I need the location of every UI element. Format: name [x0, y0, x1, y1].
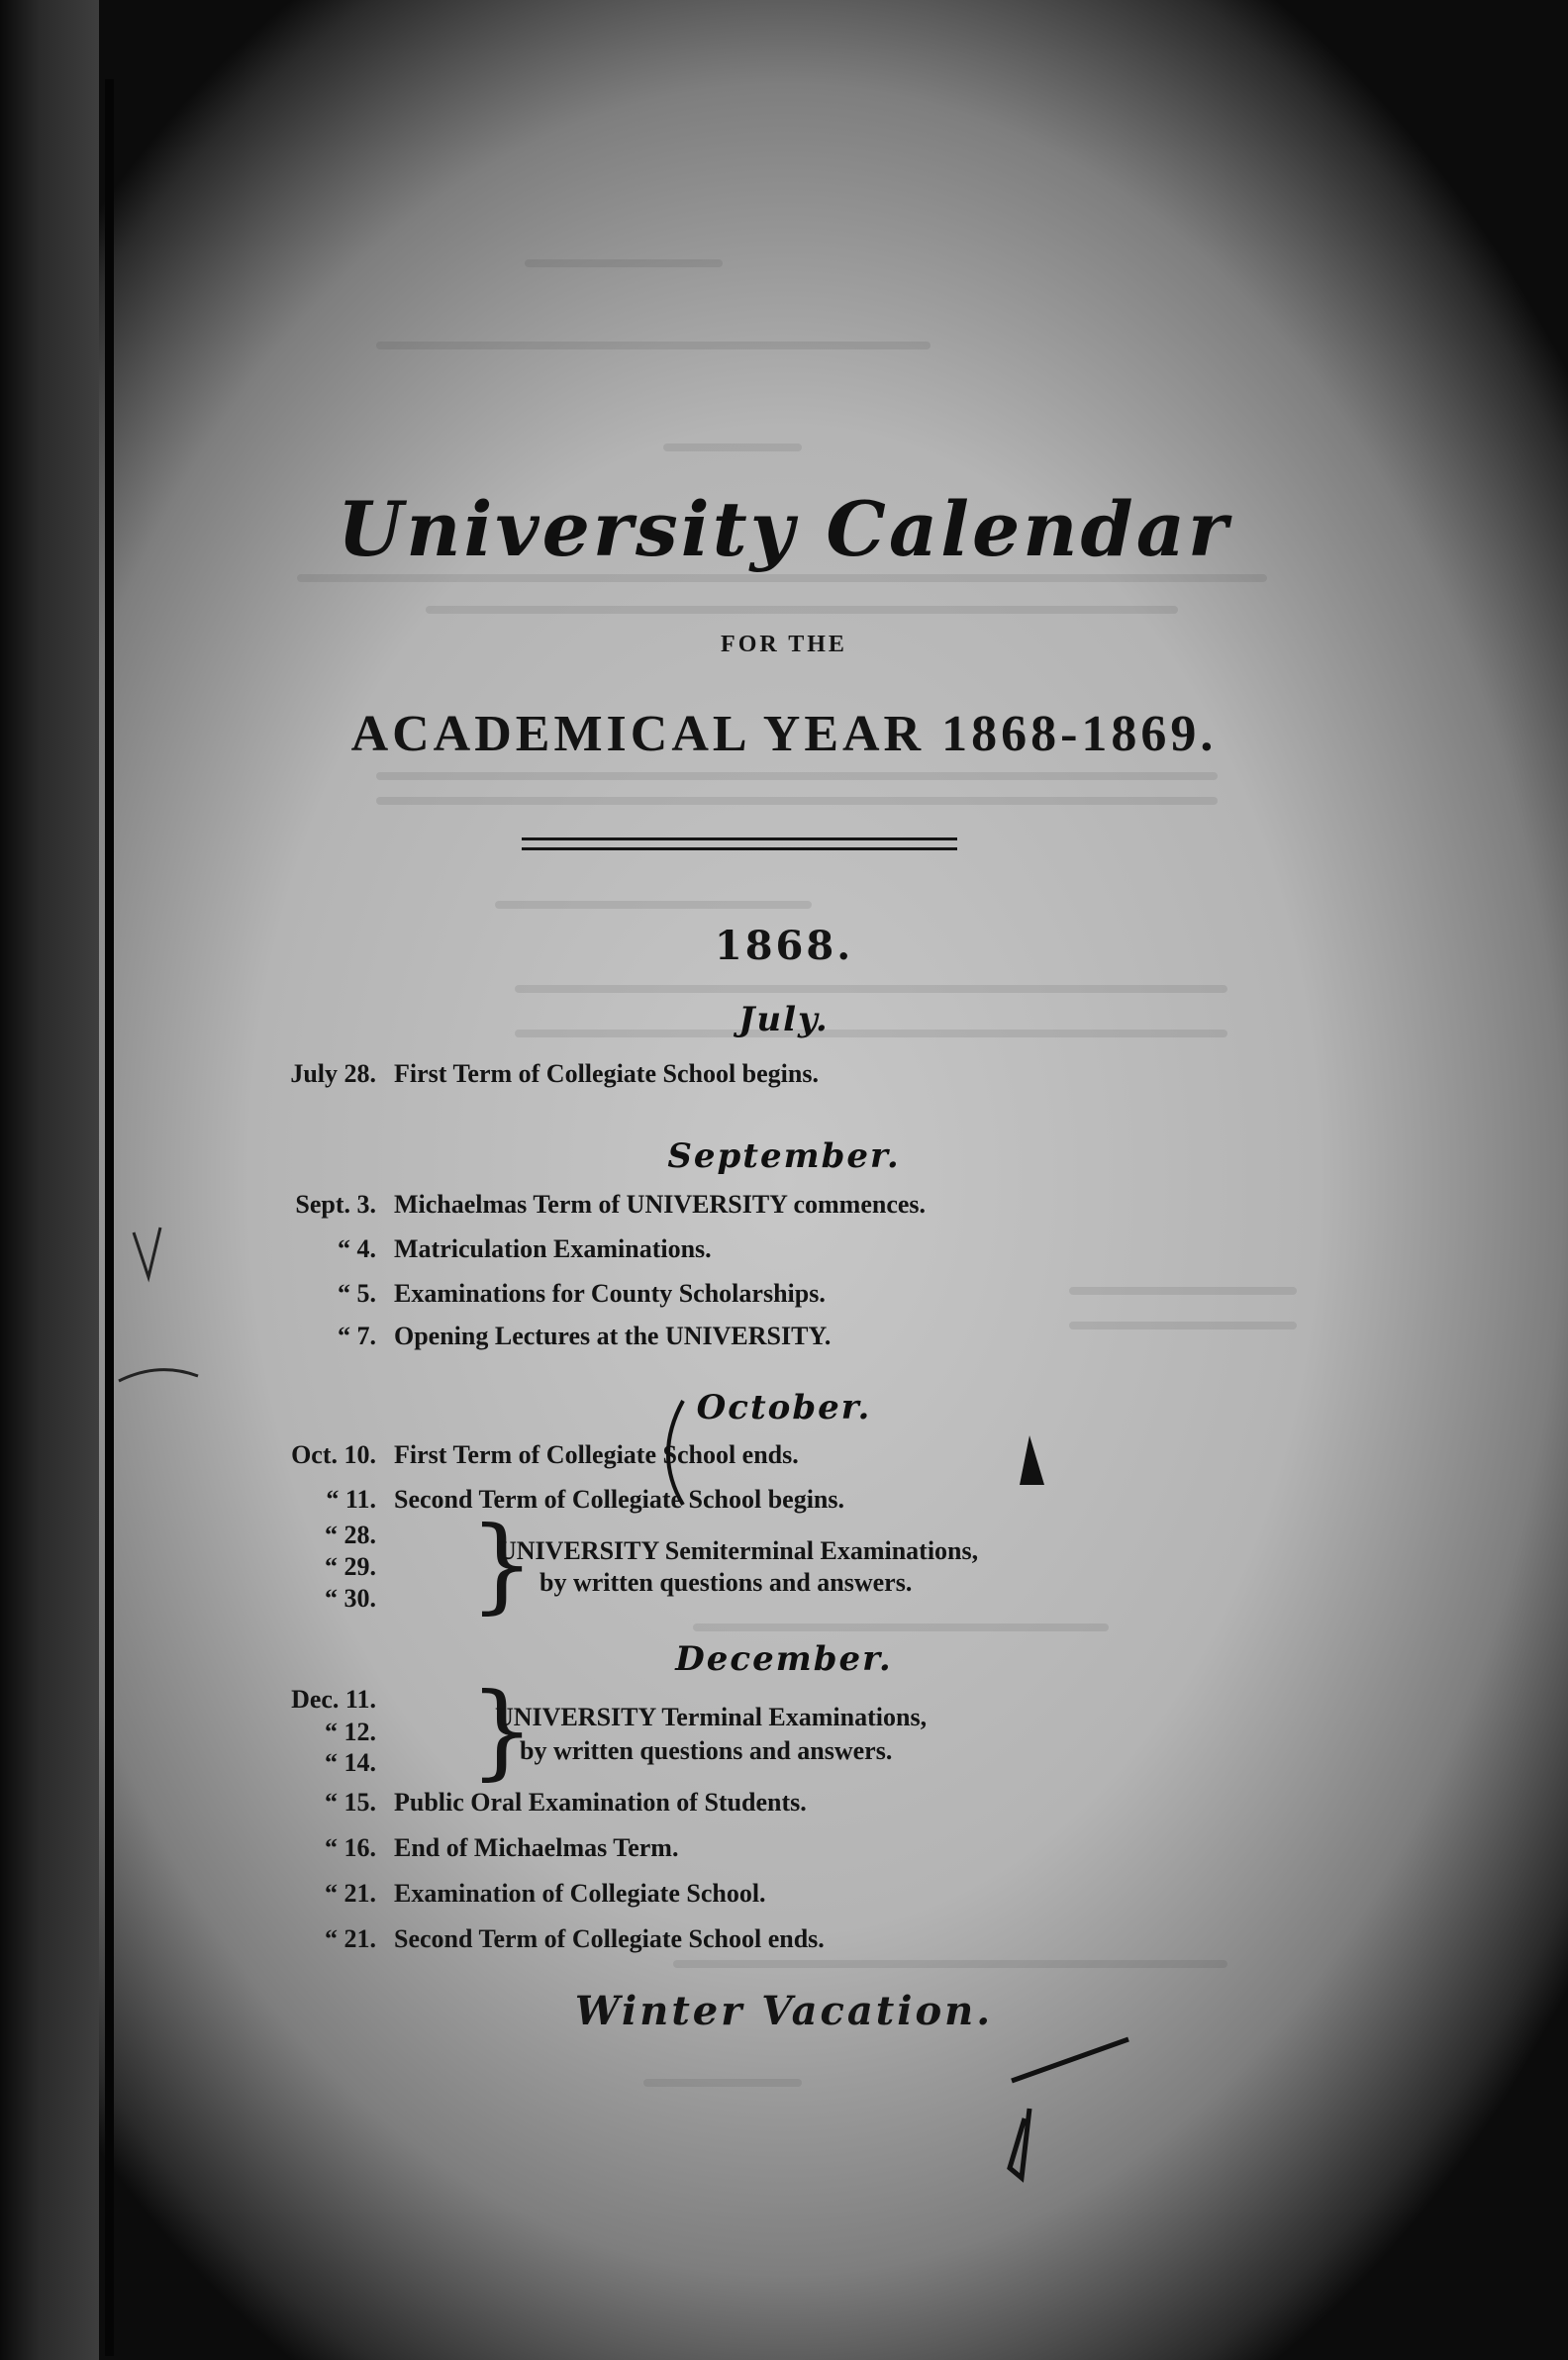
winter-vacation-heading: Winter Vacation.	[574, 1988, 994, 2034]
month-heading-october: October.	[696, 1388, 872, 1427]
entry-text: Opening Lectures at the UNIVERSITY.	[394, 1322, 832, 1350]
entry-date: Sept. 3.	[295, 1190, 376, 1219]
entry-text: Matriculation Examinations.	[394, 1234, 712, 1263]
entry-date: “ 14.	[325, 1748, 376, 1777]
entry-text: Public Oral Examination of Students.	[394, 1788, 807, 1817]
grouped-entry-text: by written questions and answers.	[520, 1736, 893, 1765]
entry-date: “ 28.	[325, 1521, 376, 1549]
for-the-label: FOR THE	[721, 632, 847, 657]
calendar-title: University Calendar	[338, 485, 1230, 573]
entry-date: Dec. 11.	[291, 1685, 376, 1714]
entry-date: July 28.	[290, 1059, 376, 1088]
entry-text: Examination of Collegiate School.	[394, 1879, 766, 1908]
entry-date: “ 5.	[338, 1279, 376, 1308]
entry-date: “ 12.	[325, 1718, 376, 1746]
grouped-entry-text: UNIVERSITY Terminal Examinations,	[495, 1703, 928, 1731]
entry-date: “ 15.	[325, 1788, 376, 1817]
entry-text: End of Michaelmas Term.	[394, 1833, 679, 1862]
month-heading-december: December.	[675, 1639, 893, 1679]
entry-date: “ 21.	[325, 1924, 376, 1953]
entry-text: First Term of Collegiate School begins.	[394, 1059, 819, 1088]
entry-date: “ 29.	[325, 1552, 376, 1581]
entry-text: First Term of Collegiate School ends.	[394, 1440, 799, 1469]
entry-text: Michaelmas Term of UNIVERSITY commences.	[394, 1190, 927, 1219]
entry-text: Second Term of Collegiate School begins.	[394, 1485, 845, 1514]
entry-date: Oct. 10.	[291, 1440, 376, 1469]
brace-icon: }	[469, 1504, 536, 1624]
entry-text: Second Term of Collegiate School ends.	[394, 1924, 825, 1953]
entry-date: “ 7.	[338, 1322, 376, 1350]
entry-date: “ 16.	[325, 1833, 376, 1862]
entry-date: “ 11.	[326, 1485, 376, 1514]
entry-date: “ 21.	[325, 1879, 376, 1908]
brace-icon: }	[469, 1670, 536, 1791]
grouped-entry-text: UNIVERSITY Semiterminal Examinations,	[498, 1536, 979, 1565]
academical-year-heading: ACADEMICAL YEAR 1868-1869.	[350, 706, 1218, 762]
entry-date: “ 4.	[338, 1234, 376, 1263]
month-heading-september: September.	[667, 1136, 901, 1176]
entry-text: Examinations for County Scholarships.	[394, 1279, 826, 1308]
year-heading: 1868.	[714, 923, 854, 969]
month-heading-july: July.	[738, 1000, 830, 1039]
grouped-entry-text: by written questions and answers.	[539, 1568, 913, 1597]
entry-date: “ 30.	[325, 1584, 376, 1613]
